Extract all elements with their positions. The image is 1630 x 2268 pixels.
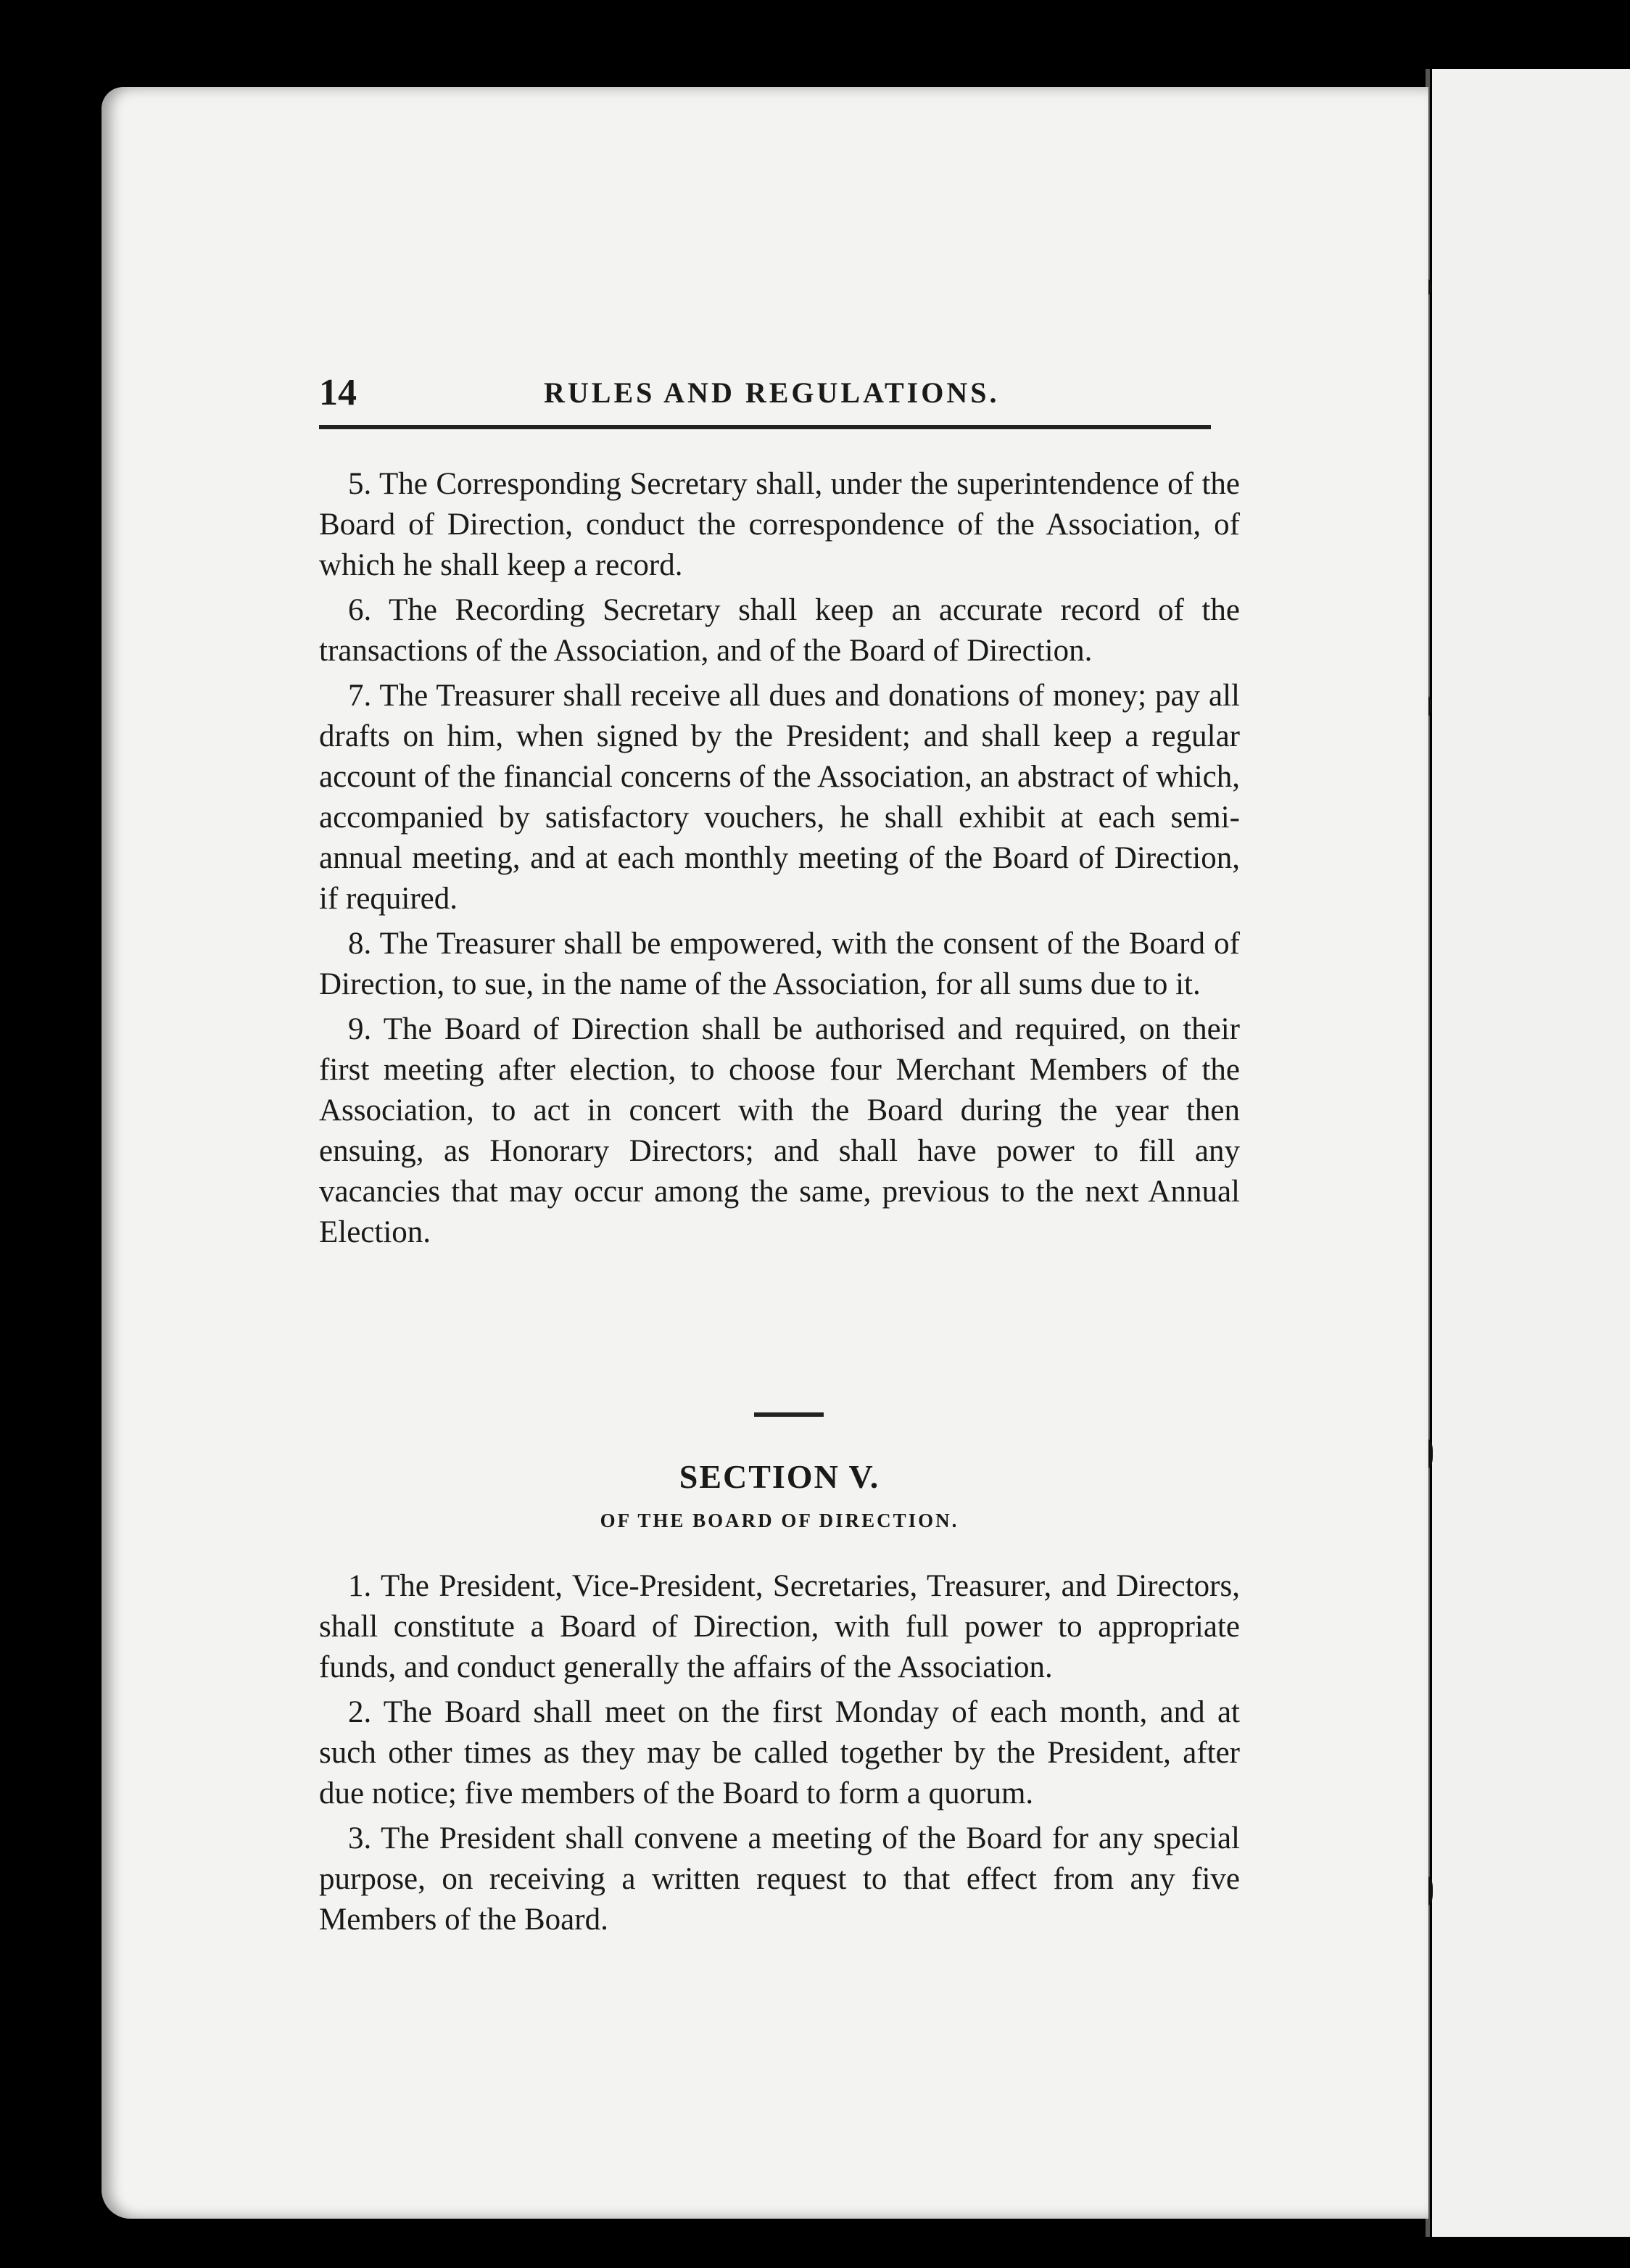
rules-text-section-v	[319, 1566, 1240, 1945]
header-rule	[319, 425, 1211, 429]
rule-paragraph: 3. The President shall convene a meeting of the Board for any special purpose, on receiving a written request to that effect from any five Members of the Board.	[319, 1821, 1240, 1937]
rules-text-section-iv	[319, 464, 1240, 1257]
section-subtitle: OF THE BOARD OF DIRECTION.	[600, 1510, 959, 1531]
rule-paragraph: 8. The Treasurer shall be empowered, with the consent of the Board of Direction, to sue, in the name of the Association, for all sums due to it.	[319, 927, 1240, 1001]
running-title: RULES AND REGULATIONS.	[544, 376, 1000, 409]
page-number: 14	[319, 372, 357, 413]
page-header	[319, 371, 1225, 415]
rule-paragraph: 6. The Recording Secretary shall keep an accurate record of the transactions of the Association, and of the Board of Direction.	[319, 593, 1240, 668]
adjacent-page	[1432, 69, 1630, 2237]
rule-paragraph: 5. The Corresponding Secretary shall, under the superintendence of the Board of Direction, conduct the correspondence of the Association, of which he shall keep a record.	[319, 467, 1240, 582]
rule-paragraph: 9. The Board of Direction shall be authorised and required, on their first meeting after election, to choose four Merchant Members of the Association, to act in concert with the Board during the year then ensuing, as Honorary Directors; and shall have power to fill any vacancies that may occur among the same, previous to the next Annual Election.	[319, 1012, 1240, 1249]
rule-paragraph: 2. The Board shall meet on the first Monday of each month, and at such other times as they may be called together by the President, after due notice; five members of the Board to form a quorum.	[319, 1695, 1240, 1810]
rule-paragraph: 7. The Treasurer shall receive all dues and donations of money; pay all drafts on him, when signed by the President; and shall keep a regular account of the financial concerns of the Association, an abstract of which, accompanied by satisfactory vouchers, he shall exhibit at each semi-annual meeting, and at each monthly meeting of the Board of Direction, if required.	[319, 679, 1240, 916]
section-title: SECTION V.	[679, 1458, 880, 1495]
rule-paragraph: 1. The President, Vice-President, Secretaries, Treasurer, and Directors, shall constitute a Board of Direction, with full power to appropriate funds, and conduct generally the affairs of the Association.	[319, 1569, 1240, 1684]
section-divider	[754, 1412, 824, 1417]
